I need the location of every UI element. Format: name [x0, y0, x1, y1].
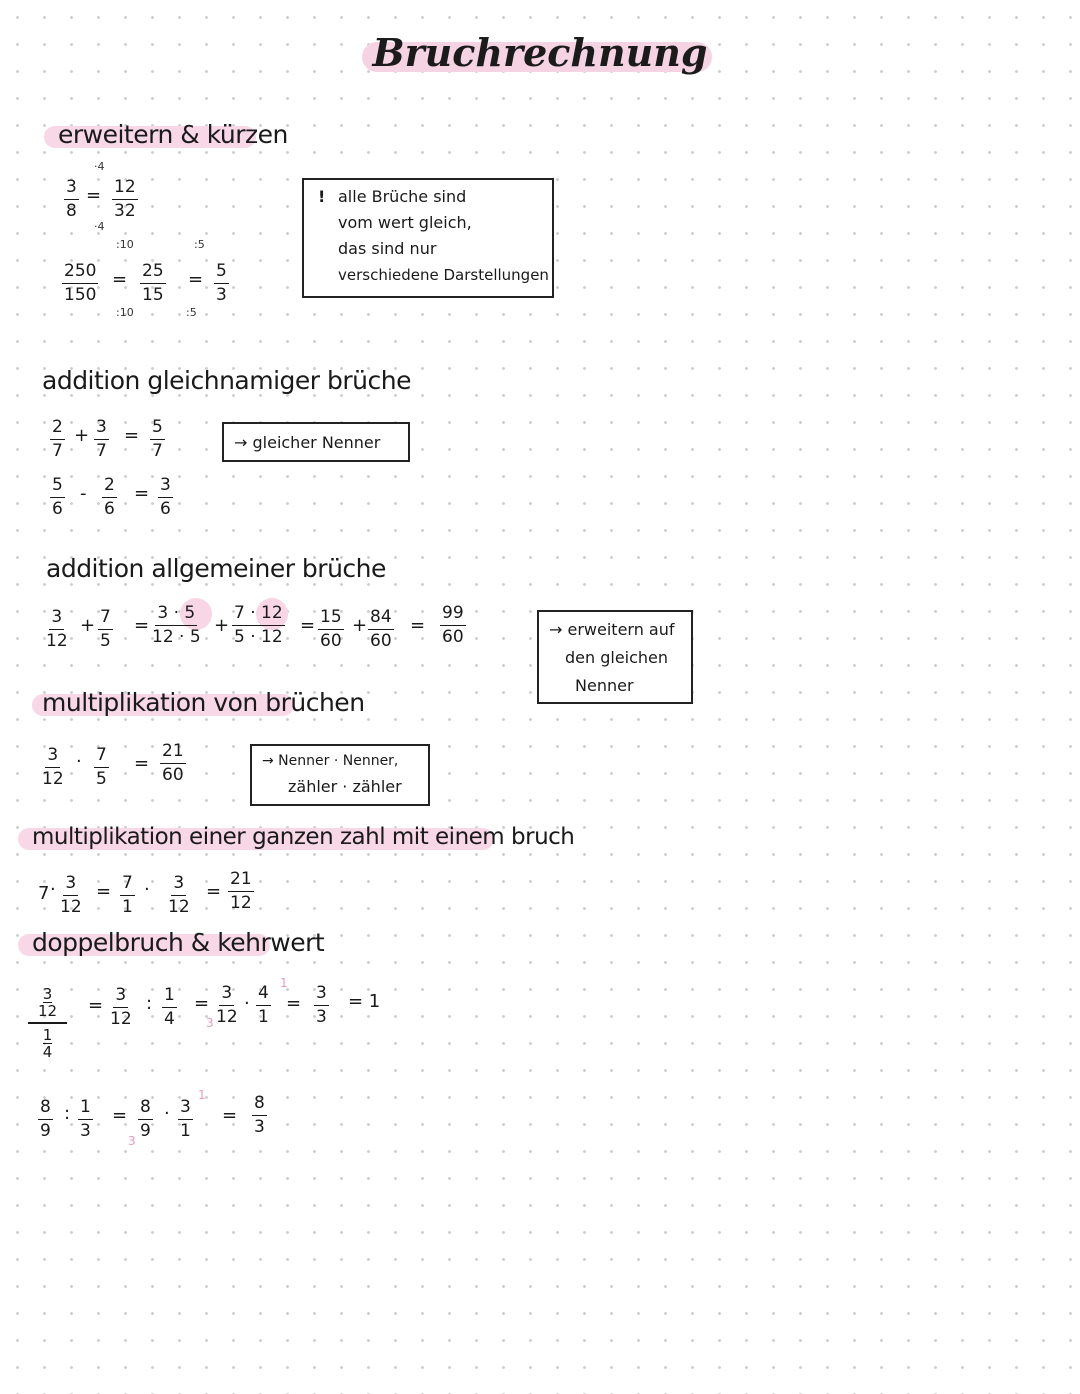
fraction: $\frac{5}{7}$	[152, 417, 163, 461]
equals-sign: =	[286, 993, 302, 1014]
cancel-mark: 1	[280, 976, 288, 990]
fraction: $\frac{8}{3}$	[254, 1093, 265, 1137]
exclamation-icon: !	[318, 187, 326, 206]
fraction: $\frac{15}{60}$	[320, 607, 342, 651]
fraction: $\frac{7}{5}$	[96, 745, 107, 789]
fraction: $\frac{3}{12}$	[216, 983, 238, 1027]
heading-multiplikation: multiplikation von brüchen	[42, 688, 365, 717]
equals-sign: =	[134, 483, 150, 504]
note-line: → Nenner · Nenner,	[262, 753, 399, 769]
fraction: $\frac{5}{6}$	[52, 475, 63, 519]
note-box-gleicher-nenner	[222, 422, 410, 462]
fraction: $\frac{25}{15}$	[142, 261, 164, 305]
result-text: = 1	[348, 991, 381, 1012]
op-label: ·4	[94, 220, 105, 233]
equals-sign: =	[194, 993, 210, 1014]
fraction: $\frac{3}{12}$	[60, 873, 82, 917]
fraction: $\frac{21}{12}$	[230, 869, 252, 913]
equals-sign: =	[206, 881, 222, 902]
plus-sign: +	[214, 615, 230, 636]
note-line: zähler · zähler	[288, 777, 402, 796]
cancel-mark: 3	[128, 1134, 136, 1148]
equals-sign: =	[86, 185, 102, 206]
equals-sign: =	[124, 425, 140, 446]
fraction: $\frac{84}{60}$	[370, 607, 392, 651]
fraction: $\frac{3}{8}$	[66, 177, 77, 221]
op-label: :10	[116, 306, 134, 319]
note-line: Nenner	[575, 676, 634, 695]
whole-number: 7	[38, 883, 50, 904]
equals-sign: =	[112, 1105, 128, 1126]
fraction: $\frac{3}{1}$	[180, 1097, 191, 1141]
fraction: $\frac{3}{7}$	[96, 417, 107, 461]
fraction: $\frac{99}{60}$	[442, 603, 464, 647]
double-fraction: 3 12 1 4	[28, 986, 67, 1060]
note-line: → gleicher Nenner	[234, 433, 381, 452]
fraction: $\frac{12}{32}$	[114, 177, 136, 221]
equals-sign: =	[88, 995, 104, 1016]
multiply-sign: ·	[244, 993, 250, 1014]
fraction: $\frac{3}{12}$	[110, 985, 132, 1029]
heading-mult-ganze-zahl: multiplikation einer ganzen zahl mit einem bruch	[32, 824, 575, 850]
equals-sign: =	[112, 269, 128, 290]
fraction: $\frac{7 \cdot 12}{5 \cdot 12}$	[234, 603, 283, 647]
fraction: $\frac{3}{12}$	[42, 745, 64, 789]
heading-addition-gleichnamig: addition gleichnamiger brüche	[42, 366, 411, 395]
fraction: $\frac{7}{5}$	[100, 607, 111, 651]
fraction: $\frac{3}{3}$	[316, 983, 327, 1027]
equals-sign: =	[188, 269, 204, 290]
note-line: den gleichen	[565, 648, 669, 667]
fraction: $\frac{8}{9}$	[140, 1097, 151, 1141]
heading-erweitern: erweitern & kürzen	[58, 120, 288, 149]
fraction: $\frac{1}{4}$	[164, 985, 175, 1029]
divide-sign: :	[146, 993, 153, 1014]
equals-sign: =	[134, 615, 150, 636]
cancel-mark: 3	[206, 1016, 214, 1030]
note-line: vom wert gleich,	[338, 213, 472, 232]
plus-sign: +	[352, 615, 368, 636]
fraction: $\frac{21}{60}$	[162, 741, 184, 785]
plus-sign: +	[74, 425, 90, 446]
fraction: $\frac{4}{1}$	[258, 983, 269, 1027]
minus-sign: -	[80, 483, 87, 504]
fraction: $\frac{7}{1}$	[122, 873, 133, 917]
multiply-sign: ·	[144, 879, 150, 900]
plus-sign: +	[80, 615, 96, 636]
note-line: verschiedene Darstellungen	[338, 266, 549, 284]
fraction: $\frac{3}{12}$	[46, 607, 68, 651]
fraction: $\frac{5}{3}$	[216, 261, 227, 305]
op-label: :5	[194, 238, 205, 251]
fraction: $\frac{2}{6}$	[104, 475, 115, 519]
note-box-nenner-zaehler	[250, 744, 430, 806]
equals-sign: =	[134, 753, 150, 774]
fraction: $\frac{3}{6}$	[160, 475, 171, 519]
fraction: $\frac{8}{9}$	[40, 1097, 51, 1141]
fraction: $\frac{1}{3}$	[80, 1097, 91, 1141]
fraction: $\frac{3 \cdot 5}{12 \cdot 5}$	[152, 603, 201, 647]
fraction: $\frac{2}{7}$	[52, 417, 63, 461]
multiply-sign: ·	[76, 751, 82, 772]
cancel-mark: 1	[198, 1088, 206, 1102]
equals-sign: =	[300, 615, 316, 636]
op-label: :10	[116, 238, 134, 251]
page-title: Bruchrechnung	[372, 30, 708, 75]
op-label: :5	[186, 306, 197, 319]
multiply-sign: ·	[50, 879, 56, 900]
fraction: $\frac{250}{150}$	[64, 261, 97, 305]
heading-doppelbruch: doppelbruch & kehrwert	[32, 928, 325, 957]
note-line: alle Brüche sind	[338, 187, 467, 206]
op-label: ·4	[94, 160, 105, 173]
note-box-erweitern	[537, 610, 693, 704]
divide-sign: :	[64, 1103, 71, 1124]
heading-addition-allgemein: addition allgemeiner brüche	[46, 554, 386, 583]
fraction: $\frac{3}{12}$	[168, 873, 190, 917]
equals-sign: =	[222, 1105, 238, 1126]
multiply-sign: ·	[164, 1103, 170, 1124]
equals-sign: =	[410, 615, 426, 636]
note-line: das sind nur	[338, 239, 437, 258]
equals-sign: =	[96, 881, 112, 902]
note-box-equivalence	[302, 178, 554, 298]
note-line: → erweitern auf	[549, 620, 675, 639]
